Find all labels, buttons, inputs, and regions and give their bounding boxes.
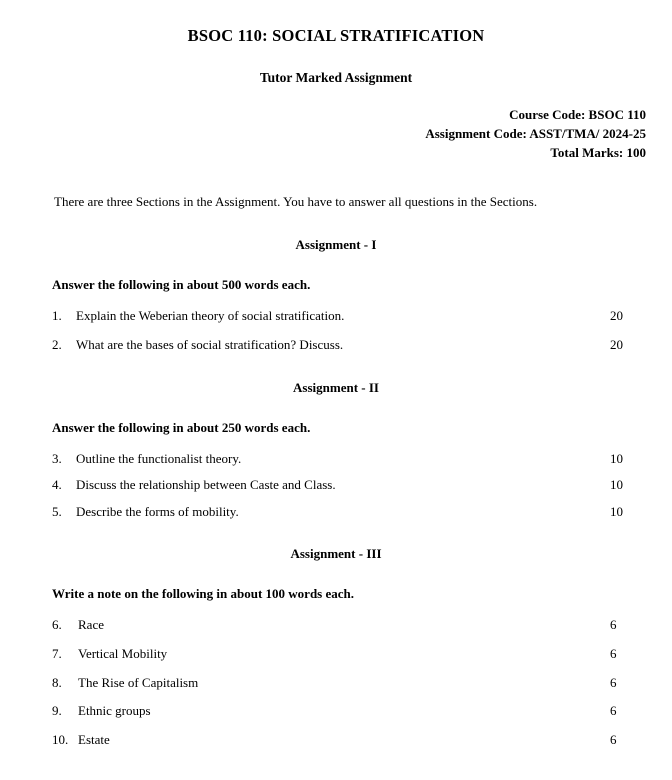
instructions-paragraph: There are three Sections in the Assignment. You have to answer all questions in the Sections. xyxy=(54,193,538,209)
question-row xyxy=(22,702,650,720)
document-subtitle: Tutor Marked Assignment xyxy=(259,70,413,85)
question-row xyxy=(22,503,650,521)
question-text: Discuss the relationship between Caste and Class. xyxy=(76,477,336,493)
question-number: 8. xyxy=(52,674,62,690)
question-row xyxy=(22,450,650,468)
section-instruction-2: Answer the following in about 250 words each. xyxy=(52,419,311,435)
assignment-meta xyxy=(22,106,650,163)
question-row xyxy=(22,476,650,494)
page-title: BSOC 110: SOCIAL STRATIFICATION xyxy=(187,26,485,45)
question-number: 10. xyxy=(52,731,69,747)
section-heading-3: Assignment - III xyxy=(290,546,382,562)
question-marks: 6 xyxy=(610,646,617,661)
question-text: Outline the functionalist theory. xyxy=(76,450,242,466)
question-list-1 xyxy=(22,307,650,354)
question-marks: 6 xyxy=(610,703,617,719)
question-marks: 20 xyxy=(610,337,623,353)
question-row xyxy=(22,336,650,354)
assignment-section-2 xyxy=(22,380,650,521)
question-row xyxy=(22,616,650,634)
question-number: 4. xyxy=(52,477,62,493)
question-text: The Rise of Capitalism xyxy=(78,674,199,690)
question-number: 1. xyxy=(52,307,62,323)
assignment-section-1 xyxy=(22,237,650,354)
question-number: 7. xyxy=(52,646,62,661)
question-text: What are the bases of social stratification? Discuss. xyxy=(76,337,344,353)
question-marks: 10 xyxy=(610,450,623,466)
question-marks: 6 xyxy=(610,731,617,747)
question-number: 6. xyxy=(52,617,62,633)
assignment-code: Assignment Code: ASST/TMA/ 2024-25 xyxy=(425,125,646,141)
question-marks: 10 xyxy=(610,503,623,519)
question-text: Race xyxy=(78,617,104,633)
question-row xyxy=(22,731,650,749)
question-number: 9. xyxy=(52,703,62,719)
question-text: Estate xyxy=(78,731,110,747)
section-heading-1: Assignment - I xyxy=(295,236,377,252)
question-marks: 10 xyxy=(610,477,623,493)
question-text: Explain the Weberian theory of social stratification. xyxy=(76,307,345,323)
assignment-section-3 xyxy=(22,546,650,748)
question-marks: 20 xyxy=(610,307,623,323)
total-marks: Total Marks: 100 xyxy=(550,144,646,160)
question-number: 2. xyxy=(52,337,62,353)
question-row xyxy=(22,645,650,663)
question-number: 5. xyxy=(52,503,62,519)
question-text: Describe the forms of mobility. xyxy=(76,503,239,519)
question-text: Vertical Mobility xyxy=(78,646,168,661)
question-list-3 xyxy=(22,616,650,748)
question-row xyxy=(22,307,650,325)
section-instruction-3: Write a note on the following in about 100 words each. xyxy=(52,586,355,602)
question-row xyxy=(22,674,650,692)
section-instruction-1: Answer the following in about 500 words each. xyxy=(52,276,311,292)
section-heading-2: Assignment - II xyxy=(293,379,379,395)
question-marks: 6 xyxy=(610,674,617,690)
course-code: Course Code: BSOC 110 xyxy=(509,107,646,122)
question-list-2 xyxy=(22,450,650,521)
question-marks: 6 xyxy=(610,617,617,633)
question-text: Ethnic groups xyxy=(78,703,151,719)
question-number: 3. xyxy=(52,450,62,466)
